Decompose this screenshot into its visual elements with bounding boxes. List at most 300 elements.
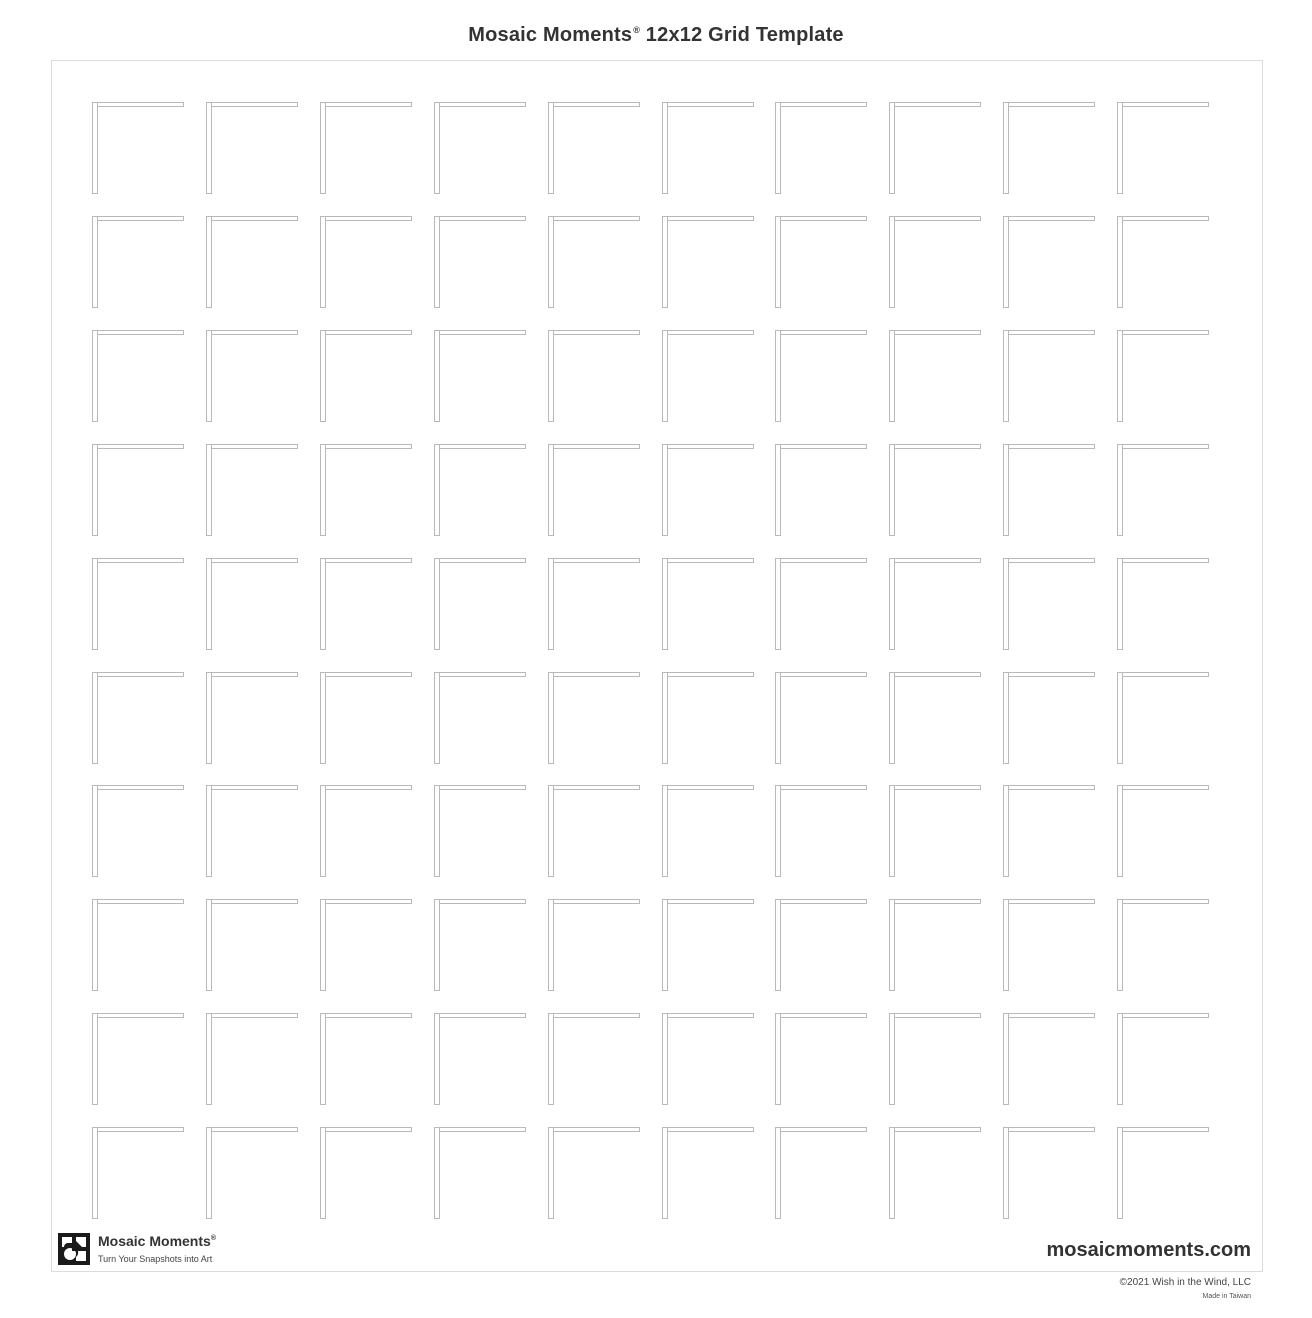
corner-marker [92,102,184,194]
corner-marker [206,1013,298,1105]
corner-marker-top-bar [662,1127,754,1132]
corner-marker [92,216,184,308]
corner-marker-top-bar [320,785,412,790]
corner-marker-left-bar [206,216,212,308]
corner-marker-left-bar [548,102,554,194]
corner-marker-top-bar [548,216,640,221]
copyright-text: ©2021 Wish in the Wind, LLC [1119,1277,1251,1288]
corner-marker-left-bar [775,444,781,536]
corner-marker-joint [321,786,325,789]
corner-marker-top-bar [320,558,412,563]
corner-marker-left-bar [92,216,98,308]
corner-marker [889,899,981,991]
corner-marker-top-bar [320,1127,412,1132]
corner-marker-joint [1118,559,1122,562]
corner-marker-joint [1118,1014,1122,1017]
corner-marker-top-bar [206,1127,298,1132]
corner-marker [1117,558,1209,650]
corner-marker-joint [549,445,553,448]
corner-marker-joint [890,445,894,448]
corner-marker-left-bar [434,672,440,764]
corner-marker-top-bar [662,102,754,107]
corner-marker-top-bar [434,102,526,107]
corner-marker-joint [776,331,780,334]
corner-marker-joint [890,786,894,789]
corner-marker-joint [890,331,894,334]
corner-marker-left-bar [92,1127,98,1219]
corner-marker-top-bar [320,330,412,335]
corner-marker [775,899,867,991]
corner-marker [434,785,526,877]
corner-marker-joint [890,900,894,903]
corner-marker-joint [1118,1128,1122,1131]
made-in-text: Made in Taiwan [1202,1293,1251,1300]
corner-marker [1117,216,1209,308]
corner-marker [662,672,754,764]
corner-marker-top-bar [206,330,298,335]
corner-marker [1117,1127,1209,1219]
corner-marker [775,444,867,536]
corner-marker-left-bar [206,330,212,422]
corner-marker [1117,899,1209,991]
corner-marker-joint [776,1128,780,1131]
corner-marker-left-bar [1003,785,1009,877]
corner-marker [662,899,754,991]
corner-marker-top-bar [1117,785,1209,790]
corner-marker-joint [207,1128,211,1131]
corner-marker [92,1127,184,1219]
corner-marker-joint [549,217,553,220]
corner-marker-top-bar [662,444,754,449]
corner-marker-left-bar [548,330,554,422]
corner-marker [320,899,412,991]
corner-marker-top-bar [434,216,526,221]
corner-marker-joint [776,673,780,676]
corner-marker-left-bar [889,785,895,877]
corner-marker-top-bar [1117,899,1209,904]
corner-marker-left-bar [889,102,895,194]
corner-marker-top-bar [320,102,412,107]
corner-marker-top-bar [775,1127,867,1132]
corner-marker-left-bar [548,672,554,764]
corner-marker-top-bar [206,558,298,563]
corner-marker-joint [549,1014,553,1017]
corner-marker [434,899,526,991]
corner-marker [889,102,981,194]
corner-marker [1003,672,1095,764]
corner-marker-left-bar [92,785,98,877]
corner-marker-left-bar [548,216,554,308]
corner-marker-joint [435,786,439,789]
corner-marker-left-bar [662,330,668,422]
corner-marker-joint [776,559,780,562]
corner-marker-joint [321,103,325,106]
corner-marker [320,1127,412,1219]
corner-marker [548,785,640,877]
corner-marker-top-bar [775,330,867,335]
corner-marker-joint [207,217,211,220]
corner-marker-joint [321,900,325,903]
corner-marker-joint [1118,900,1122,903]
corner-marker-top-bar [1003,672,1095,677]
corner-marker-left-bar [1003,444,1009,536]
corner-marker-joint [890,559,894,562]
corner-marker-left-bar [92,330,98,422]
corner-marker-top-bar [1117,102,1209,107]
corner-marker-top-bar [548,1013,640,1018]
corner-marker-joint [93,1014,97,1017]
corner-marker [1003,1013,1095,1105]
corner-marker [662,216,754,308]
corner-marker-left-bar [320,216,326,308]
corner-marker-joint [207,1014,211,1017]
corner-marker-top-bar [1117,672,1209,677]
corner-marker-top-bar [92,216,184,221]
corner-marker [320,672,412,764]
corner-marker-top-bar [775,216,867,221]
corner-marker-joint [1004,1014,1008,1017]
corner-marker-joint [663,786,667,789]
corner-marker-joint [207,673,211,676]
corner-marker-top-bar [1003,1127,1095,1132]
corner-marker-left-bar [775,216,781,308]
corner-marker-left-bar [662,672,668,764]
corner-marker-joint [663,217,667,220]
corner-marker [1003,785,1095,877]
corner-marker-left-bar [889,672,895,764]
corner-marker-left-bar [434,558,440,650]
corner-marker-top-bar [206,1013,298,1018]
corner-marker-top-bar [1003,785,1095,790]
corner-marker-left-bar [889,1127,895,1219]
corner-marker-joint [93,673,97,676]
corner-marker-left-bar [206,444,212,536]
corner-marker [92,672,184,764]
corner-marker-top-bar [434,1013,526,1018]
corner-marker [320,444,412,536]
corner-marker-joint [321,673,325,676]
corner-marker [889,672,981,764]
corner-marker [206,102,298,194]
corner-marker-joint [1004,445,1008,448]
corner-marker [206,558,298,650]
corner-marker-joint [776,786,780,789]
corner-marker [662,1127,754,1219]
corner-marker-top-bar [320,899,412,904]
corner-marker [548,102,640,194]
corner-marker-joint [890,673,894,676]
corner-marker-joint [663,1014,667,1017]
corner-marker [548,1013,640,1105]
corner-marker-top-bar [1003,216,1095,221]
corner-marker-top-bar [1003,558,1095,563]
corner-marker [662,785,754,877]
corner-marker-top-bar [92,558,184,563]
corner-marker-left-bar [775,102,781,194]
corner-marker-left-bar [206,899,212,991]
corner-marker-top-bar [889,1013,981,1018]
corner-marker-top-bar [548,672,640,677]
corner-marker-left-bar [320,899,326,991]
corner-marker-left-bar [206,1127,212,1219]
corner-marker-left-bar [1003,102,1009,194]
corner-marker-joint [776,217,780,220]
corner-marker [92,785,184,877]
corner-marker-top-bar [662,216,754,221]
corner-marker-top-bar [1117,1013,1209,1018]
corner-marker [206,899,298,991]
corner-marker-joint [663,445,667,448]
corner-marker [662,1013,754,1105]
corner-marker-top-bar [320,444,412,449]
corner-marker-top-bar [206,444,298,449]
corner-marker-left-bar [1003,330,1009,422]
corner-marker-left-bar [434,785,440,877]
corner-marker [775,330,867,422]
corner-marker-left-bar [662,1127,668,1219]
corner-marker-joint [549,559,553,562]
corner-marker [320,558,412,650]
corner-marker [434,558,526,650]
corner-marker [1003,899,1095,991]
corner-marker [775,785,867,877]
corner-marker-top-bar [775,672,867,677]
corner-marker-left-bar [320,330,326,422]
corner-marker-top-bar [92,1013,184,1018]
corner-marker-joint [663,331,667,334]
corner-marker-left-bar [662,899,668,991]
corner-marker-left-bar [1003,216,1009,308]
corner-marker-top-bar [775,899,867,904]
corner-marker-top-bar [889,1127,981,1132]
corner-marker [1117,102,1209,194]
corner-marker-left-bar [1117,899,1123,991]
corner-marker [206,1127,298,1219]
corner-marker-joint [1004,1128,1008,1131]
corner-marker-joint [321,445,325,448]
corner-marker [434,102,526,194]
corner-marker-joint [207,786,211,789]
corner-marker-top-bar [1003,330,1095,335]
corner-marker-left-bar [662,102,668,194]
corner-marker-joint [207,331,211,334]
corner-marker-left-bar [548,785,554,877]
corner-marker-joint [435,1128,439,1131]
corner-marker-joint [1004,103,1008,106]
corner-marker-left-bar [206,672,212,764]
corner-marker-top-bar [206,785,298,790]
corner-marker-top-bar [1117,330,1209,335]
corner-marker [1003,216,1095,308]
corner-marker-joint [776,1014,780,1017]
brand-tagline: Turn Your Snapshots into Art [98,1254,213,1264]
corner-marker-top-bar [775,1013,867,1018]
corner-marker-top-bar [889,899,981,904]
corner-marker-top-bar [1003,899,1095,904]
corner-marker [320,785,412,877]
corner-marker-joint [549,786,553,789]
corner-marker-top-bar [92,102,184,107]
corner-marker [1117,672,1209,764]
corner-marker-top-bar [206,672,298,677]
corner-marker-top-bar [548,444,640,449]
corner-marker-left-bar [775,899,781,991]
corner-marker-left-bar [434,899,440,991]
corner-marker-top-bar [206,899,298,904]
corner-marker-joint [435,331,439,334]
corner-marker-left-bar [548,1127,554,1219]
corner-marker-left-bar [889,444,895,536]
mosaic-moments-logo-icon [58,1233,90,1265]
corner-marker [662,102,754,194]
corner-marker-joint [1118,217,1122,220]
corner-marker [434,330,526,422]
corner-marker-left-bar [206,102,212,194]
corner-marker-joint [663,103,667,106]
corner-marker [206,330,298,422]
corner-marker-top-bar [1117,216,1209,221]
corner-marker-left-bar [434,102,440,194]
corner-marker-left-bar [92,558,98,650]
corner-marker-left-bar [775,672,781,764]
corner-marker-joint [549,673,553,676]
corner-marker [889,216,981,308]
corner-marker-left-bar [889,1013,895,1105]
corner-marker-left-bar [206,558,212,650]
corner-marker-joint [321,1014,325,1017]
corner-marker-joint [1118,445,1122,448]
corner-marker [548,558,640,650]
corner-marker-joint [549,1128,553,1131]
corner-marker-top-bar [775,444,867,449]
corner-marker-joint [1004,559,1008,562]
corner-marker-left-bar [1117,785,1123,877]
corner-marker-top-bar [434,558,526,563]
corner-marker [548,216,640,308]
corner-marker-left-bar [206,785,212,877]
corner-marker-joint [207,900,211,903]
corner-marker [548,444,640,536]
corner-marker-left-bar [434,1127,440,1219]
corner-marker [206,444,298,536]
corner-marker-joint [1004,217,1008,220]
corner-marker [92,444,184,536]
corner-marker-top-bar [320,672,412,677]
corner-marker-top-bar [1117,444,1209,449]
corner-marker-left-bar [320,785,326,877]
corner-marker-top-bar [548,330,640,335]
corner-marker-joint [663,673,667,676]
corner-marker [206,672,298,764]
corner-marker-left-bar [434,330,440,422]
corner-marker [775,1127,867,1219]
corner-marker-left-bar [92,102,98,194]
corner-marker-left-bar [1117,672,1123,764]
corner-marker-joint [207,103,211,106]
corner-marker [548,672,640,764]
corner-marker-left-bar [1117,216,1123,308]
corner-marker-left-bar [775,1127,781,1219]
corner-marker [92,1013,184,1105]
corner-marker-left-bar [775,558,781,650]
corner-marker-left-bar [548,1013,554,1105]
corner-marker-top-bar [92,330,184,335]
brand-name [98,1233,216,1249]
corner-marker-joint [776,103,780,106]
corner-marker-top-bar [434,1127,526,1132]
corner-marker [548,330,640,422]
brand-registered-mark: ® [210,1235,216,1242]
corner-marker-joint [93,445,97,448]
corner-marker-top-bar [1003,1013,1095,1018]
corner-marker-joint [663,1128,667,1131]
corner-marker-top-bar [548,1127,640,1132]
corner-marker [775,102,867,194]
corner-marker [889,444,981,536]
corner-marker-left-bar [1003,1013,1009,1105]
corner-marker-left-bar [1003,558,1009,650]
corner-marker-joint [663,900,667,903]
website-link[interactable]: mosaicmoments.com [1046,1239,1251,1261]
corner-marker [92,558,184,650]
corner-marker-joint [207,445,211,448]
corner-marker [1003,102,1095,194]
corner-marker-left-bar [889,216,895,308]
corner-marker [1117,444,1209,536]
corner-marker-joint [549,331,553,334]
corner-marker-left-bar [434,1013,440,1105]
corner-marker-joint [663,559,667,562]
corner-marker-top-bar [775,785,867,790]
corner-marker-left-bar [320,672,326,764]
corner-marker [1117,1013,1209,1105]
corner-marker-joint [435,673,439,676]
corner-marker-left-bar [662,216,668,308]
corner-marker-top-bar [889,444,981,449]
corner-marker-joint [321,331,325,334]
brand-name-text: Mosaic Moments [98,1233,211,1249]
corner-marker [889,558,981,650]
corner-marker-joint [1118,331,1122,334]
corner-marker-top-bar [434,899,526,904]
corner-marker-joint [549,900,553,903]
corner-marker-top-bar [889,102,981,107]
corner-marker-top-bar [92,785,184,790]
corner-marker [434,216,526,308]
corner-marker-left-bar [1003,672,1009,764]
corner-marker-left-bar [434,216,440,308]
corner-marker-left-bar [1117,330,1123,422]
corner-marker-top-bar [889,785,981,790]
corner-marker-top-bar [662,672,754,677]
corner-marker-left-bar [889,899,895,991]
corner-marker-left-bar [662,785,668,877]
corner-marker-left-bar [548,558,554,650]
corner-marker-joint [776,445,780,448]
corner-marker-left-bar [92,444,98,536]
corner-marker-left-bar [320,444,326,536]
corner-marker [1003,444,1095,536]
corner-marker-top-bar [1003,444,1095,449]
corner-marker-left-bar [320,102,326,194]
corner-marker-left-bar [662,558,668,650]
corner-marker-left-bar [548,444,554,536]
corner-marker-left-bar [1003,899,1009,991]
corner-marker-joint [93,1128,97,1131]
corner-marker-left-bar [1117,444,1123,536]
corner-marker [662,558,754,650]
corner-marker-joint [435,103,439,106]
